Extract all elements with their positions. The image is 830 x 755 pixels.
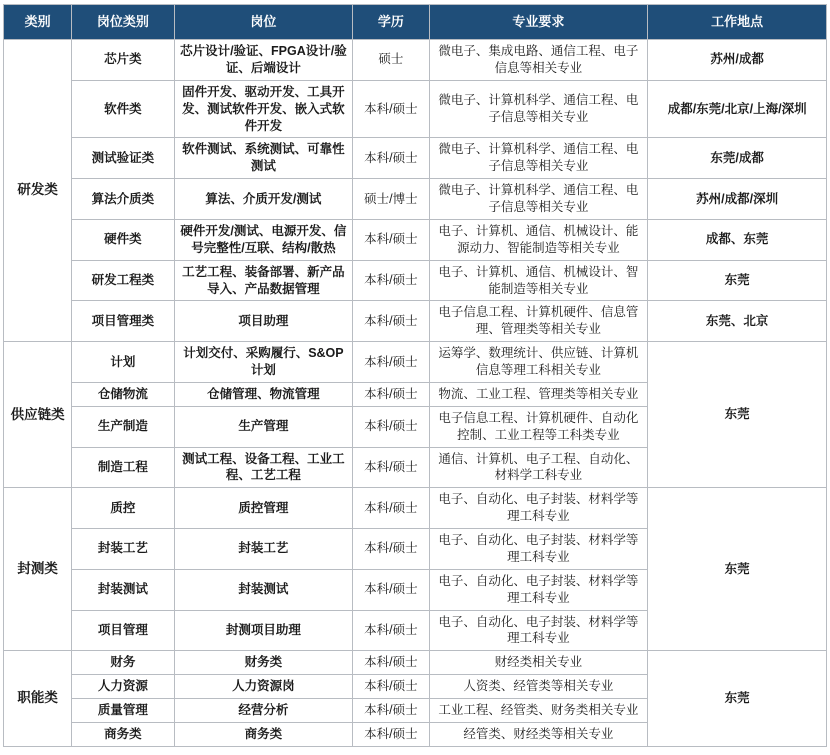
role-type-cell: 计划	[72, 342, 174, 383]
table-row	[4, 179, 827, 220]
table-row	[4, 342, 827, 383]
location-cell: 东莞	[648, 651, 827, 747]
location-cell: 东莞	[648, 488, 827, 651]
table-row	[4, 138, 827, 179]
major-requirement-cell: 电子信息工程、计算机硬件、信息管理、管理类等相关专业	[429, 301, 648, 342]
major-requirement-cell: 物流、工业工程、管理类等相关专业	[429, 382, 648, 406]
column-header-category: 类别	[4, 5, 72, 40]
major-requirement-cell: 电子信息工程、计算机硬件、自动化控制、工业工程等工科类专业	[429, 406, 648, 447]
role-type-cell: 质控	[72, 488, 174, 529]
job-positions-table	[3, 4, 827, 747]
education-cell: 本科/硕士	[353, 651, 429, 675]
position-cell: 计划交付、采购履行、S&OP计划	[174, 342, 353, 383]
table-row	[4, 651, 827, 675]
table-header	[4, 5, 827, 40]
position-cell: 仓储管理、物流管理	[174, 382, 353, 406]
position-cell: 质控管理	[174, 488, 353, 529]
major-requirement-cell: 人资类、经管类等相关专业	[429, 675, 648, 699]
position-cell: 封装测试	[174, 569, 353, 610]
major-requirement-cell: 电子、自动化、电子封装、材料学等理工科专业	[429, 488, 648, 529]
category-cell: 研发类	[4, 40, 72, 342]
position-cell: 软件测试、系统测试、可靠性测试	[174, 138, 353, 179]
education-cell: 硕士/博士	[353, 179, 429, 220]
education-cell: 本科/硕士	[353, 342, 429, 383]
role-type-cell: 封装测试	[72, 569, 174, 610]
position-cell: 测试工程、设备工程、工业工程、工艺工程	[174, 447, 353, 488]
education-cell: 本科/硕士	[353, 301, 429, 342]
role-type-cell: 生产制造	[72, 406, 174, 447]
location-cell: 东莞/成都	[648, 138, 827, 179]
major-requirement-cell: 工业工程、经管类、财务类相关专业	[429, 699, 648, 723]
position-cell: 财务类	[174, 651, 353, 675]
position-cell: 项目助理	[174, 301, 353, 342]
education-cell: 本科/硕士	[353, 219, 429, 260]
major-requirement-cell: 财经类相关专业	[429, 651, 648, 675]
major-requirement-cell: 运筹学、数理统计、供应链、计算机信息等理工科相关专业	[429, 342, 648, 383]
role-type-cell: 测试验证类	[72, 138, 174, 179]
major-requirement-cell: 电子、自动化、电子封装、材料学等理工科专业	[429, 569, 648, 610]
table-body	[4, 40, 827, 747]
education-cell: 本科/硕士	[353, 569, 429, 610]
table-row	[4, 219, 827, 260]
category-cell: 封测类	[4, 488, 72, 651]
location-cell: 东莞	[648, 342, 827, 488]
location-cell: 东莞、北京	[648, 301, 827, 342]
major-requirement-cell: 经管类、财经类等相关专业	[429, 722, 648, 746]
role-type-cell: 人力资源	[72, 675, 174, 699]
major-requirement-cell: 电子、自动化、电子封装、材料学等理工科专业	[429, 529, 648, 570]
major-requirement-cell: 微电子、计算机科学、通信工程、电子信息等相关专业	[429, 138, 648, 179]
major-requirement-cell: 微电子、计算机科学、通信工程、电子信息等相关专业	[429, 80, 648, 138]
role-type-cell: 软件类	[72, 80, 174, 138]
education-cell: 本科/硕士	[353, 722, 429, 746]
table-header-row	[4, 5, 827, 40]
location-cell: 东莞	[648, 260, 827, 301]
column-header-role-type: 岗位类别	[72, 5, 174, 40]
location-cell: 苏州/成都/深圳	[648, 179, 827, 220]
major-requirement-cell: 通信、计算机、电子工程、自动化、材料学工科专业	[429, 447, 648, 488]
role-type-cell: 仓储物流	[72, 382, 174, 406]
position-cell: 经营分析	[174, 699, 353, 723]
role-type-cell: 项目管理类	[72, 301, 174, 342]
table-row	[4, 301, 827, 342]
category-cell: 职能类	[4, 651, 72, 747]
table-row	[4, 40, 827, 81]
role-type-cell: 研发工程类	[72, 260, 174, 301]
role-type-cell: 算法介质类	[72, 179, 174, 220]
role-type-cell: 财务	[72, 651, 174, 675]
position-cell: 人力资源岗	[174, 675, 353, 699]
location-cell: 成都、东莞	[648, 219, 827, 260]
major-requirement-cell: 电子、计算机、通信、机械设计、智能制造等相关专业	[429, 260, 648, 301]
education-cell: 硕士	[353, 40, 429, 81]
position-cell: 商务类	[174, 722, 353, 746]
education-cell: 本科/硕士	[353, 80, 429, 138]
column-header-major: 专业要求	[429, 5, 648, 40]
role-type-cell: 制造工程	[72, 447, 174, 488]
education-cell: 本科/硕士	[353, 610, 429, 651]
major-requirement-cell: 电子、自动化、电子封装、材料学等理工科专业	[429, 610, 648, 651]
role-type-cell: 芯片类	[72, 40, 174, 81]
position-cell: 芯片设计/验证、FPGA设计/验证、后端设计	[174, 40, 353, 81]
major-requirement-cell: 微电子、集成电路、通信工程、电子信息等相关专业	[429, 40, 648, 81]
column-header-location: 工作地点	[648, 5, 827, 40]
table-row	[4, 80, 827, 138]
position-cell: 封测项目助理	[174, 610, 353, 651]
education-cell: 本科/硕士	[353, 529, 429, 570]
position-cell: 生产管理	[174, 406, 353, 447]
role-type-cell: 商务类	[72, 722, 174, 746]
location-cell: 苏州/成都	[648, 40, 827, 81]
position-cell: 固件开发、驱动开发、工具开发、测试软件开发、嵌入式软件开发	[174, 80, 353, 138]
table-row	[4, 488, 827, 529]
role-type-cell: 质量管理	[72, 699, 174, 723]
column-header-education: 学历	[353, 5, 429, 40]
category-cell: 供应链类	[4, 342, 72, 488]
table-row	[4, 260, 827, 301]
major-requirement-cell: 电子、计算机、通信、机械设计、能源动力、智能制造等相关专业	[429, 219, 648, 260]
role-type-cell: 封装工艺	[72, 529, 174, 570]
education-cell: 本科/硕士	[353, 260, 429, 301]
education-cell: 本科/硕士	[353, 138, 429, 179]
position-cell: 工艺工程、装备部署、新产品导入、产品数据管理	[174, 260, 353, 301]
role-type-cell: 项目管理	[72, 610, 174, 651]
education-cell: 本科/硕士	[353, 488, 429, 529]
education-cell: 本科/硕士	[353, 406, 429, 447]
position-cell: 算法、介质开发/测试	[174, 179, 353, 220]
education-cell: 本科/硕士	[353, 447, 429, 488]
column-header-position: 岗位	[174, 5, 353, 40]
education-cell: 本科/硕士	[353, 699, 429, 723]
education-cell: 本科/硕士	[353, 382, 429, 406]
major-requirement-cell: 微电子、计算机科学、通信工程、电子信息等相关专业	[429, 179, 648, 220]
position-cell: 硬件开发/测试、电源开发、信号完整性/互联、结构/散热	[174, 219, 353, 260]
education-cell: 本科/硕士	[353, 675, 429, 699]
position-cell: 封装工艺	[174, 529, 353, 570]
location-cell: 成都/东莞/北京/上海/深圳	[648, 80, 827, 138]
role-type-cell: 硬件类	[72, 219, 174, 260]
